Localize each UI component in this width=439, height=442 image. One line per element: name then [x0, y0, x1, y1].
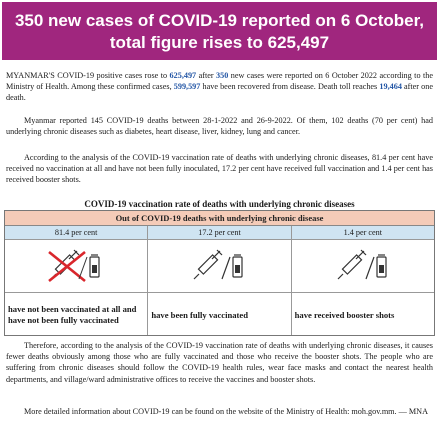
- crossed-syringe-vial-icon: [47, 249, 105, 283]
- unvaccinated-label: have not been vaccinated at all and have not been fully vaccinated: [5, 293, 148, 335]
- fully-vaccinated-label: have been fully vaccinated: [148, 293, 291, 335]
- percent-booster: 1.4 per cent: [292, 226, 434, 239]
- percent-unvaccinated: 81.4 per cent: [5, 226, 148, 239]
- para5-text: More detailed information about COVID-19 can be found on the website of the Ministry of Health: moh.gov.mm. — MNA: [24, 407, 428, 416]
- para1-text: after: [196, 71, 217, 80]
- paragraph-5: [6, 406, 433, 417]
- paragraph-4: [6, 340, 433, 385]
- new-cases-number: 350: [216, 71, 229, 80]
- vaccination-table: [4, 210, 435, 336]
- total-cases-number: 625,497: [169, 71, 197, 80]
- booster-label: have received booster shots: [294, 309, 395, 320]
- headline-line-2: total figure rises to 625,497: [109, 33, 330, 52]
- para1-text: new cases were reported on 6 October 2022 according to the Ministry of Health. Among these confirmed cases,: [6, 71, 433, 92]
- para1-text: after one death.: [6, 82, 433, 103]
- table-title: COVID-19 vaccination rate of deaths with underlying chronic diseases: [84, 199, 355, 209]
- para4-text: Therefore, according to the analysis of the COVID-19 vaccination rate of deaths with underlying chronic diseases, it causes fewer deaths obviously among those who are fully vaccinated and those who receive the booster shots. The people who are suffering from chronic diseases should follow the COVID-19 health rules, wear face masks and contact the nearest health departments, and village/ward administrative offices to receive the vaccines and booster shots.: [6, 341, 433, 384]
- syringe-vial-icon: [334, 249, 392, 283]
- para1-text: MYANMAR'S COVID-19 positive cases rose to: [6, 71, 170, 80]
- paragraph-3: [6, 152, 433, 186]
- headline-banner: [2, 2, 437, 60]
- unvaccinated-icons: [5, 240, 148, 292]
- death-toll-number: 19,464: [379, 82, 402, 92]
- headline-line-1: 350 new cases of COVID-19 reported on 6 October,: [14, 11, 425, 30]
- percent-row: [5, 226, 434, 240]
- recovered-number: 599,597: [173, 82, 201, 92]
- para1-text: have been recovered from disease. Death toll reaches: [200, 82, 380, 92]
- para2-text: Myanmar reported 145 COVID-19 deaths between 28-1-2022 and 26-9-2022. Of them, 102 deaths (70 per cent) had underlying chronic diseases such as diabetes, heart disease, liver, kidney, lung and cancer.: [6, 116, 433, 137]
- paragraph-2: [6, 115, 433, 137]
- description-row: [5, 293, 434, 335]
- booster-icons: [292, 240, 434, 292]
- table-header: Out of COVID-19 deaths with underlying chronic disease: [5, 211, 434, 226]
- paragraph-1: [6, 70, 433, 104]
- icon-row: [5, 240, 434, 293]
- para3-text: According to the analysis of the COVID-19 vaccination rate of deaths with underlying chronic diseases, 81.4 per cent have received no vaccination at all and have not been fully inoculated, 17.2 per cent have received full vaccination and 1.4 per cent has received booster shots.: [6, 153, 433, 185]
- percent-fully-vaccinated: 17.2 per cent: [148, 226, 291, 239]
- syringe-vial-icon: [190, 249, 248, 283]
- fully-vaccinated-icons: [148, 240, 291, 292]
